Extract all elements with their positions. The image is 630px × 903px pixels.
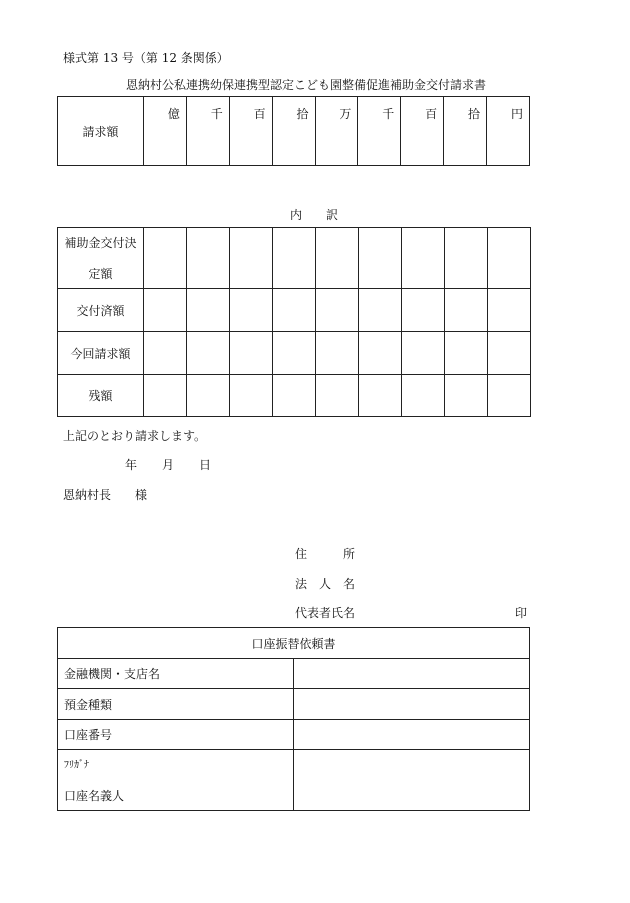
amount-cell[interactable] <box>316 332 359 375</box>
bank-branch-field[interactable] <box>294 659 530 689</box>
amount-cell[interactable] <box>445 289 488 332</box>
account-holder-label-cell <box>58 750 294 811</box>
date-day: 日 <box>199 458 212 472</box>
breakdown-heading: 内 訳 <box>290 208 339 222</box>
applicant-address-label: 住 所 <box>295 547 356 561</box>
unit-juu-lower: 拾 <box>444 97 487 166</box>
unit-juu-upper: 拾 <box>272 97 315 166</box>
amount-cell[interactable] <box>402 375 445 417</box>
account-holder-field[interactable] <box>294 750 530 811</box>
amount-cell[interactable] <box>488 289 531 332</box>
addressee: 恩納村長 様 <box>63 488 148 502</box>
amount-cell[interactable] <box>144 289 187 332</box>
amount-cell[interactable] <box>273 228 316 289</box>
amount-cell[interactable] <box>445 228 488 289</box>
amount-cell[interactable] <box>273 289 316 332</box>
deposit-type-field[interactable] <box>294 689 530 720</box>
document-title: 恩納村公私連携幼保連携型認定こども園整備促進補助金交付請求書 <box>126 78 487 92</box>
amount-cell[interactable] <box>488 332 531 375</box>
amount-cell[interactable] <box>273 375 316 417</box>
amount-cell[interactable] <box>187 332 230 375</box>
amount-cell[interactable] <box>273 332 316 375</box>
seal-mark: 印 <box>515 606 528 620</box>
claim-amount-label: 請求額 <box>58 97 144 166</box>
amount-cell[interactable] <box>445 332 488 375</box>
amount-cell[interactable] <box>187 228 230 289</box>
deposit-type-label: 預金種類 <box>58 689 294 720</box>
amount-cell[interactable] <box>144 332 187 375</box>
amount-cell[interactable] <box>445 375 488 417</box>
unit-oku: 億 <box>144 97 187 166</box>
unit-en: 円 <box>487 97 530 166</box>
unit-hyaku-lower: 百 <box>401 97 444 166</box>
bank-branch-label: 金融機関・支店名 <box>58 659 294 689</box>
furigana-label: ﾌﾘｶﾞﾅ <box>64 760 89 771</box>
amount-cell[interactable] <box>230 228 273 289</box>
amount-cell[interactable] <box>402 228 445 289</box>
bank-transfer-title: 口座振替依頼書 <box>58 628 530 659</box>
breakdown-row-label: 残額 <box>58 375 144 417</box>
amount-cell[interactable] <box>488 228 531 289</box>
form-number: 様式第 13 号（第 12 条関係） <box>63 51 229 65</box>
amount-cell[interactable] <box>359 289 402 332</box>
unit-man: 万 <box>315 97 358 166</box>
amount-cell[interactable] <box>187 289 230 332</box>
account-number-label: 口座番号 <box>58 720 294 750</box>
breakdown-row-label: 定額 <box>88 267 113 281</box>
amount-cell[interactable] <box>488 375 531 417</box>
applicant-corp-name-label: 法 人 名 <box>295 577 356 591</box>
account-number-field[interactable] <box>294 720 530 750</box>
unit-sen-lower: 千 <box>358 97 401 166</box>
amount-cell[interactable] <box>316 375 359 417</box>
breakdown-row-label: 交付済額 <box>58 289 144 332</box>
unit-hyaku-upper: 百 <box>229 97 272 166</box>
amount-cell[interactable] <box>316 228 359 289</box>
claim-amount-table <box>57 96 530 166</box>
bank-transfer-table <box>57 627 530 811</box>
amount-cell[interactable] <box>359 375 402 417</box>
amount-cell[interactable] <box>359 332 402 375</box>
breakdown-row-label: 補助金交付決 <box>64 236 137 250</box>
amount-cell[interactable] <box>144 228 187 289</box>
amount-cell[interactable] <box>402 332 445 375</box>
amount-cell[interactable] <box>144 375 187 417</box>
account-holder-label: 口座名義人 <box>64 789 125 803</box>
amount-cell[interactable] <box>230 289 273 332</box>
breakdown-table <box>57 227 531 417</box>
amount-cell[interactable] <box>230 375 273 417</box>
amount-cell[interactable] <box>230 332 273 375</box>
amount-cell[interactable] <box>402 289 445 332</box>
date-year: 年 <box>125 458 138 472</box>
date-month: 月 <box>162 458 175 472</box>
breakdown-row-label: 今回請求額 <box>58 332 144 375</box>
breakdown-row-decided-amount <box>58 228 144 289</box>
request-statement: 上記のとおり請求します。 <box>63 429 207 443</box>
amount-cell[interactable] <box>187 375 230 417</box>
unit-sen-upper: 千 <box>186 97 229 166</box>
applicant-representative-label: 代表者氏名 <box>295 606 356 620</box>
amount-cell[interactable] <box>316 289 359 332</box>
amount-cell[interactable] <box>359 228 402 289</box>
